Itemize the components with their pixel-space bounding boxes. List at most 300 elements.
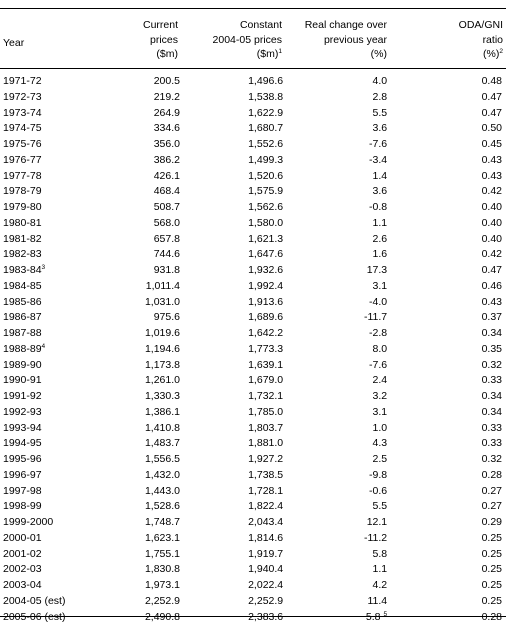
real-change-value: 1.6 bbox=[373, 248, 388, 260]
table-row bbox=[0, 515, 506, 531]
real-change-value: 4.0 bbox=[373, 75, 388, 87]
table-row bbox=[0, 263, 506, 279]
real-change-value: 1.1 bbox=[373, 217, 388, 229]
table-row bbox=[0, 484, 506, 500]
cell-real-change bbox=[283, 515, 387, 531]
cell-real-change bbox=[283, 263, 387, 279]
cell-current-prices: 1,973.1 bbox=[122, 578, 180, 594]
real-change-value: 3.6 bbox=[373, 185, 388, 197]
cell-oda-gni-ratio: 0.33 bbox=[387, 373, 506, 389]
cell-real-change bbox=[283, 531, 387, 547]
cell-constant-prices: 1,562.6 bbox=[180, 200, 283, 216]
cell-constant-prices: 1,940.4 bbox=[180, 562, 283, 578]
year-label: 1997-98 bbox=[3, 485, 42, 497]
footnote-marker: 2 bbox=[499, 48, 503, 55]
cell-year bbox=[0, 405, 122, 421]
cell-year bbox=[0, 90, 122, 106]
cell-oda-gni-ratio: 0.32 bbox=[387, 452, 506, 468]
cell-constant-prices: 1,785.0 bbox=[180, 405, 283, 421]
table-row bbox=[0, 562, 506, 578]
cell-constant-prices: 1,919.7 bbox=[180, 547, 283, 563]
cell-year bbox=[0, 515, 122, 531]
cell-current-prices: 219.2 bbox=[122, 90, 180, 106]
cell-real-change bbox=[283, 184, 387, 200]
real-change-value: 3.1 bbox=[373, 406, 388, 418]
year-label: 1975-76 bbox=[3, 138, 42, 150]
table-row bbox=[0, 106, 506, 122]
cell-real-change bbox=[283, 137, 387, 153]
cell-current-prices: 2,252.9 bbox=[122, 594, 180, 610]
cell-current-prices: 1,830.8 bbox=[122, 562, 180, 578]
year-label: 1973-74 bbox=[3, 107, 42, 119]
year-label: 1983-84 bbox=[3, 264, 42, 276]
cell-current-prices: 1,386.1 bbox=[122, 405, 180, 421]
table-row bbox=[0, 389, 506, 405]
cell-oda-gni-ratio: 0.47 bbox=[387, 106, 506, 122]
cell-current-prices: 657.8 bbox=[122, 232, 180, 248]
table-row bbox=[0, 216, 506, 232]
cell-constant-prices: 1,728.1 bbox=[180, 484, 283, 500]
cell-year bbox=[0, 610, 122, 625]
cell-oda-gni-ratio: 0.42 bbox=[387, 184, 506, 200]
real-change-value: -0.8 bbox=[369, 201, 387, 213]
header-current-prices bbox=[120, 18, 178, 62]
cell-constant-prices: 1,679.0 bbox=[180, 373, 283, 389]
real-change-value: 1.0 bbox=[373, 422, 388, 434]
real-change-value: 3.6 bbox=[373, 122, 388, 134]
real-change-value: -4.0 bbox=[369, 296, 387, 308]
cell-current-prices: 1,019.6 bbox=[122, 326, 180, 342]
cell-year bbox=[0, 279, 122, 295]
header-oda-line2: ratio bbox=[387, 33, 503, 48]
cell-year bbox=[0, 389, 122, 405]
cell-oda-gni-ratio: 0.45 bbox=[387, 137, 506, 153]
cell-oda-gni-ratio: 0.34 bbox=[387, 326, 506, 342]
real-change-value: 17.3 bbox=[367, 264, 387, 276]
header-real-change bbox=[282, 18, 387, 62]
table-row bbox=[0, 373, 506, 389]
cell-constant-prices: 1,552.6 bbox=[180, 137, 283, 153]
cell-constant-prices: 1,621.3 bbox=[180, 232, 283, 248]
cell-oda-gni-ratio: 0.25 bbox=[387, 547, 506, 563]
cell-oda-gni-ratio: 0.35 bbox=[387, 342, 506, 358]
year-label: 1984-85 bbox=[3, 280, 42, 292]
cell-year bbox=[0, 484, 122, 500]
cell-current-prices: 975.6 bbox=[122, 310, 180, 326]
real-change-value: 2.6 bbox=[373, 233, 388, 245]
year-label: 2004-05 (est) bbox=[3, 595, 65, 607]
cell-year bbox=[0, 358, 122, 374]
cell-year bbox=[0, 137, 122, 153]
real-change-value: 4.3 bbox=[373, 437, 388, 449]
cell-year bbox=[0, 468, 122, 484]
cell-oda-gni-ratio: 0.40 bbox=[387, 232, 506, 248]
cell-current-prices: 1,194.6 bbox=[122, 342, 180, 358]
cell-real-change bbox=[283, 373, 387, 389]
cell-current-prices: 1,031.0 bbox=[122, 295, 180, 311]
table-row bbox=[0, 358, 506, 374]
real-change-value: -7.6 bbox=[369, 138, 387, 150]
cell-current-prices: 1,432.0 bbox=[122, 468, 180, 484]
year-label: 1989-90 bbox=[3, 359, 42, 371]
year-label: 1987-88 bbox=[3, 327, 42, 339]
cell-real-change bbox=[283, 90, 387, 106]
cell-constant-prices: 1,927.2 bbox=[180, 452, 283, 468]
cell-year bbox=[0, 310, 122, 326]
cell-constant-prices: 1,881.0 bbox=[180, 436, 283, 452]
cell-year bbox=[0, 578, 122, 594]
cell-year bbox=[0, 153, 122, 169]
cell-real-change bbox=[283, 342, 387, 358]
cell-oda-gni-ratio: 0.25 bbox=[387, 594, 506, 610]
real-change-value: 8.0 bbox=[373, 343, 388, 355]
cell-constant-prices: 1,814.6 bbox=[180, 531, 283, 547]
header-change-line2: previous year bbox=[282, 33, 387, 48]
table-row bbox=[0, 310, 506, 326]
header-oda-unit: (%) bbox=[483, 48, 499, 60]
cell-year bbox=[0, 562, 122, 578]
table-row bbox=[0, 610, 506, 625]
table-row bbox=[0, 342, 506, 358]
header-year-label: Year bbox=[3, 36, 24, 51]
table-row bbox=[0, 547, 506, 563]
table-row bbox=[0, 153, 506, 169]
cell-real-change bbox=[283, 121, 387, 137]
header-rule bbox=[0, 68, 506, 69]
real-change-value: -3.4 bbox=[369, 154, 387, 166]
table-row bbox=[0, 405, 506, 421]
cell-real-change bbox=[283, 310, 387, 326]
cell-constant-prices: 1,680.7 bbox=[180, 121, 283, 137]
cell-year bbox=[0, 247, 122, 263]
cell-current-prices: 200.5 bbox=[122, 74, 180, 90]
real-change-value: 2.8 bbox=[373, 91, 388, 103]
cell-year bbox=[0, 200, 122, 216]
year-label: 1990-91 bbox=[3, 374, 42, 386]
real-change-value: 3.1 bbox=[373, 280, 388, 292]
cell-oda-gni-ratio: 0.32 bbox=[387, 358, 506, 374]
cell-constant-prices: 1,575.9 bbox=[180, 184, 283, 200]
cell-oda-gni-ratio: 0.43 bbox=[387, 169, 506, 185]
cell-constant-prices: 1,496.6 bbox=[180, 74, 283, 90]
cell-year bbox=[0, 295, 122, 311]
cell-real-change bbox=[283, 562, 387, 578]
header-current-line1: Current bbox=[120, 18, 178, 33]
footnote-marker: 4 bbox=[42, 343, 46, 350]
real-change-value: -7.6 bbox=[369, 359, 387, 371]
year-label: 1991-92 bbox=[3, 390, 42, 402]
cell-oda-gni-ratio: 0.33 bbox=[387, 421, 506, 437]
table-row bbox=[0, 247, 506, 263]
year-label: 1998-99 bbox=[3, 500, 42, 512]
real-change-value: 11.4 bbox=[367, 595, 387, 607]
cell-constant-prices: 2,252.9 bbox=[180, 594, 283, 610]
cell-constant-prices: 1,992.4 bbox=[180, 279, 283, 295]
year-label: 1976-77 bbox=[3, 154, 42, 166]
cell-real-change bbox=[283, 106, 387, 122]
cell-current-prices: 1,011.4 bbox=[122, 279, 180, 295]
table-row bbox=[0, 421, 506, 437]
cell-oda-gni-ratio: 0.25 bbox=[387, 562, 506, 578]
table-row bbox=[0, 326, 506, 342]
cell-current-prices: 468.4 bbox=[122, 184, 180, 200]
table-row bbox=[0, 295, 506, 311]
year-label: 1981-82 bbox=[3, 233, 42, 245]
year-label: 1993-94 bbox=[3, 422, 42, 434]
footnote-marker: 3 bbox=[42, 264, 46, 271]
cell-real-change bbox=[283, 153, 387, 169]
cell-year bbox=[0, 373, 122, 389]
table-row bbox=[0, 121, 506, 137]
real-change-value: 1.1 bbox=[373, 563, 388, 575]
cell-oda-gni-ratio: 0.27 bbox=[387, 484, 506, 500]
cell-year bbox=[0, 232, 122, 248]
cell-oda-gni-ratio: 0.40 bbox=[387, 200, 506, 216]
real-change-value: 5.5 bbox=[373, 500, 388, 512]
header-oda-line3 bbox=[387, 47, 503, 62]
cell-oda-gni-ratio: 0.28 bbox=[387, 468, 506, 484]
cell-constant-prices: 1,738.5 bbox=[180, 468, 283, 484]
real-change-value: 4.2 bbox=[373, 579, 388, 591]
cell-constant-prices: 1,580.0 bbox=[180, 216, 283, 232]
cell-current-prices: 508.7 bbox=[122, 200, 180, 216]
cell-real-change bbox=[283, 295, 387, 311]
header-year bbox=[3, 36, 24, 51]
cell-current-prices: 356.0 bbox=[122, 137, 180, 153]
cell-constant-prices: 1,639.1 bbox=[180, 358, 283, 374]
cell-oda-gni-ratio: 0.46 bbox=[387, 279, 506, 295]
year-label: 1979-80 bbox=[3, 201, 42, 213]
cell-constant-prices: 2,043.4 bbox=[180, 515, 283, 531]
cell-oda-gni-ratio: 0.37 bbox=[387, 310, 506, 326]
real-change-value: -11.2 bbox=[364, 532, 387, 544]
header-constant-prices bbox=[178, 18, 282, 62]
cell-constant-prices: 2,022.4 bbox=[180, 578, 283, 594]
cell-current-prices: 1,755.1 bbox=[122, 547, 180, 563]
cell-current-prices: 334.6 bbox=[122, 121, 180, 137]
top-rule bbox=[0, 8, 506, 9]
table-row bbox=[0, 531, 506, 547]
cell-year bbox=[0, 263, 122, 279]
cell-real-change bbox=[283, 389, 387, 405]
year-label: 1980-81 bbox=[3, 217, 42, 229]
cell-real-change bbox=[283, 594, 387, 610]
cell-real-change bbox=[283, 578, 387, 594]
cell-year bbox=[0, 106, 122, 122]
cell-oda-gni-ratio: 0.40 bbox=[387, 216, 506, 232]
cell-oda-gni-ratio: 0.25 bbox=[387, 531, 506, 547]
real-change-value: 1.4 bbox=[373, 170, 388, 182]
cell-real-change bbox=[283, 405, 387, 421]
year-label: 2002-03 bbox=[3, 563, 42, 575]
cell-oda-gni-ratio: 0.28 bbox=[387, 610, 506, 625]
year-label: 1982-83 bbox=[3, 248, 42, 260]
cell-current-prices: 1,556.5 bbox=[122, 452, 180, 468]
cell-year bbox=[0, 216, 122, 232]
cell-constant-prices: 1,732.1 bbox=[180, 389, 283, 405]
real-change-value: -0.6 bbox=[369, 485, 387, 497]
table-row bbox=[0, 594, 506, 610]
cell-current-prices: 1,483.7 bbox=[122, 436, 180, 452]
cell-year bbox=[0, 169, 122, 185]
cell-year bbox=[0, 436, 122, 452]
cell-oda-gni-ratio: 0.42 bbox=[387, 247, 506, 263]
cell-real-change bbox=[283, 421, 387, 437]
cell-real-change bbox=[283, 200, 387, 216]
header-constant-unit: ($m) bbox=[257, 48, 279, 60]
header-constant-line3 bbox=[178, 47, 282, 62]
cell-oda-gni-ratio: 0.50 bbox=[387, 121, 506, 137]
year-label: 1974-75 bbox=[3, 122, 42, 134]
year-label: 1996-97 bbox=[3, 469, 42, 481]
cell-current-prices: 1,173.8 bbox=[122, 358, 180, 374]
cell-real-change bbox=[283, 358, 387, 374]
cell-year bbox=[0, 547, 122, 563]
cell-current-prices: 1,261.0 bbox=[122, 373, 180, 389]
cell-current-prices: 1,443.0 bbox=[122, 484, 180, 500]
cell-real-change bbox=[283, 610, 387, 625]
real-change-value: 5.5 bbox=[373, 107, 388, 119]
cell-real-change bbox=[283, 499, 387, 515]
real-change-value: -11.7 bbox=[364, 311, 387, 323]
real-change-value: 3.2 bbox=[373, 390, 388, 402]
real-change-value: 2.5 bbox=[373, 453, 388, 465]
cell-constant-prices: 1,803.7 bbox=[180, 421, 283, 437]
cell-current-prices: 2,490.8 bbox=[122, 610, 180, 625]
year-label: 1995-96 bbox=[3, 453, 42, 465]
year-label: 1999-2000 bbox=[3, 516, 53, 528]
real-change-value: 12.1 bbox=[367, 516, 387, 528]
cell-current-prices: 386.2 bbox=[122, 153, 180, 169]
real-change-value: -2.8 bbox=[369, 327, 387, 339]
cell-current-prices: 1,528.6 bbox=[122, 499, 180, 515]
cell-year bbox=[0, 421, 122, 437]
cell-oda-gni-ratio: 0.47 bbox=[387, 263, 506, 279]
cell-real-change bbox=[283, 279, 387, 295]
cell-oda-gni-ratio: 0.34 bbox=[387, 405, 506, 421]
cell-real-change bbox=[283, 216, 387, 232]
real-change-value: 5.8 bbox=[366, 611, 381, 623]
table-body bbox=[0, 74, 506, 625]
bottom-rule bbox=[0, 616, 506, 617]
cell-oda-gni-ratio: 0.29 bbox=[387, 515, 506, 531]
cell-real-change bbox=[283, 74, 387, 90]
table-row bbox=[0, 452, 506, 468]
year-label: 1985-86 bbox=[3, 296, 42, 308]
cell-current-prices: 1,330.3 bbox=[122, 389, 180, 405]
year-label: 2003-04 bbox=[3, 579, 42, 591]
cell-real-change bbox=[283, 247, 387, 263]
cell-real-change bbox=[283, 547, 387, 563]
oda-data-table bbox=[0, 74, 506, 625]
cell-constant-prices: 2,383.6 bbox=[180, 610, 283, 625]
year-label: 1971-72 bbox=[3, 75, 42, 87]
cell-oda-gni-ratio: 0.34 bbox=[387, 389, 506, 405]
year-label: 1977-78 bbox=[3, 170, 42, 182]
cell-current-prices: 568.0 bbox=[122, 216, 180, 232]
cell-real-change bbox=[283, 468, 387, 484]
cell-year bbox=[0, 121, 122, 137]
year-label: 1978-79 bbox=[3, 185, 42, 197]
cell-current-prices: 1,623.1 bbox=[122, 531, 180, 547]
table-row bbox=[0, 279, 506, 295]
cell-oda-gni-ratio: 0.27 bbox=[387, 499, 506, 515]
cell-oda-gni-ratio: 0.25 bbox=[387, 578, 506, 594]
cell-oda-gni-ratio: 0.43 bbox=[387, 295, 506, 311]
cell-constant-prices: 1,773.3 bbox=[180, 342, 283, 358]
table-row bbox=[0, 468, 506, 484]
cell-current-prices: 426.1 bbox=[122, 169, 180, 185]
cell-constant-prices: 1,538.8 bbox=[180, 90, 283, 106]
cell-year bbox=[0, 326, 122, 342]
real-change-value: 5.8 bbox=[373, 548, 388, 560]
cell-constant-prices: 1,642.2 bbox=[180, 326, 283, 342]
cell-constant-prices: 1,520.6 bbox=[180, 169, 283, 185]
table-row bbox=[0, 200, 506, 216]
table-row bbox=[0, 169, 506, 185]
cell-real-change bbox=[283, 452, 387, 468]
year-label: 1972-73 bbox=[3, 91, 42, 103]
cell-constant-prices: 1,689.6 bbox=[180, 310, 283, 326]
cell-real-change bbox=[283, 169, 387, 185]
cell-constant-prices: 1,822.4 bbox=[180, 499, 283, 515]
cell-oda-gni-ratio: 0.48 bbox=[387, 74, 506, 90]
header-oda-gni bbox=[387, 18, 503, 62]
cell-oda-gni-ratio: 0.33 bbox=[387, 436, 506, 452]
cell-current-prices: 1,748.7 bbox=[122, 515, 180, 531]
cell-constant-prices: 1,499.3 bbox=[180, 153, 283, 169]
real-change-value: -9.8 bbox=[369, 469, 387, 481]
table-row bbox=[0, 184, 506, 200]
cell-year bbox=[0, 74, 122, 90]
footnote-marker: 5 bbox=[384, 611, 388, 618]
table-row bbox=[0, 499, 506, 515]
cell-year bbox=[0, 342, 122, 358]
footnote-marker: 1 bbox=[278, 48, 282, 55]
table-row bbox=[0, 232, 506, 248]
year-label: 2000-01 bbox=[3, 532, 42, 544]
table-row bbox=[0, 90, 506, 106]
cell-real-change bbox=[283, 326, 387, 342]
cell-constant-prices: 1,913.6 bbox=[180, 295, 283, 311]
cell-year bbox=[0, 452, 122, 468]
cell-real-change bbox=[283, 436, 387, 452]
table-row bbox=[0, 578, 506, 594]
year-label: 1994-95 bbox=[3, 437, 42, 449]
cell-current-prices: 744.6 bbox=[122, 247, 180, 263]
cell-year bbox=[0, 531, 122, 547]
header-constant-line2: 2004-05 prices bbox=[178, 33, 282, 48]
cell-constant-prices: 1,932.6 bbox=[180, 263, 283, 279]
year-label: 1988-89 bbox=[3, 343, 42, 355]
table-row bbox=[0, 436, 506, 452]
year-label: 2001-02 bbox=[3, 548, 42, 560]
header-current-line2: prices bbox=[120, 33, 178, 48]
cell-current-prices: 931.8 bbox=[122, 263, 180, 279]
cell-current-prices: 264.9 bbox=[122, 106, 180, 122]
cell-year bbox=[0, 184, 122, 200]
table-row bbox=[0, 137, 506, 153]
header-current-line3: ($m) bbox=[120, 47, 178, 62]
cell-real-change bbox=[283, 232, 387, 248]
cell-oda-gni-ratio: 0.43 bbox=[387, 153, 506, 169]
header-change-line1: Real change over bbox=[282, 18, 387, 33]
cell-current-prices: 1,410.8 bbox=[122, 421, 180, 437]
table-row bbox=[0, 74, 506, 90]
table-header bbox=[0, 18, 506, 70]
year-label: 1992-93 bbox=[3, 406, 42, 418]
real-change-value: 2.4 bbox=[373, 374, 388, 386]
